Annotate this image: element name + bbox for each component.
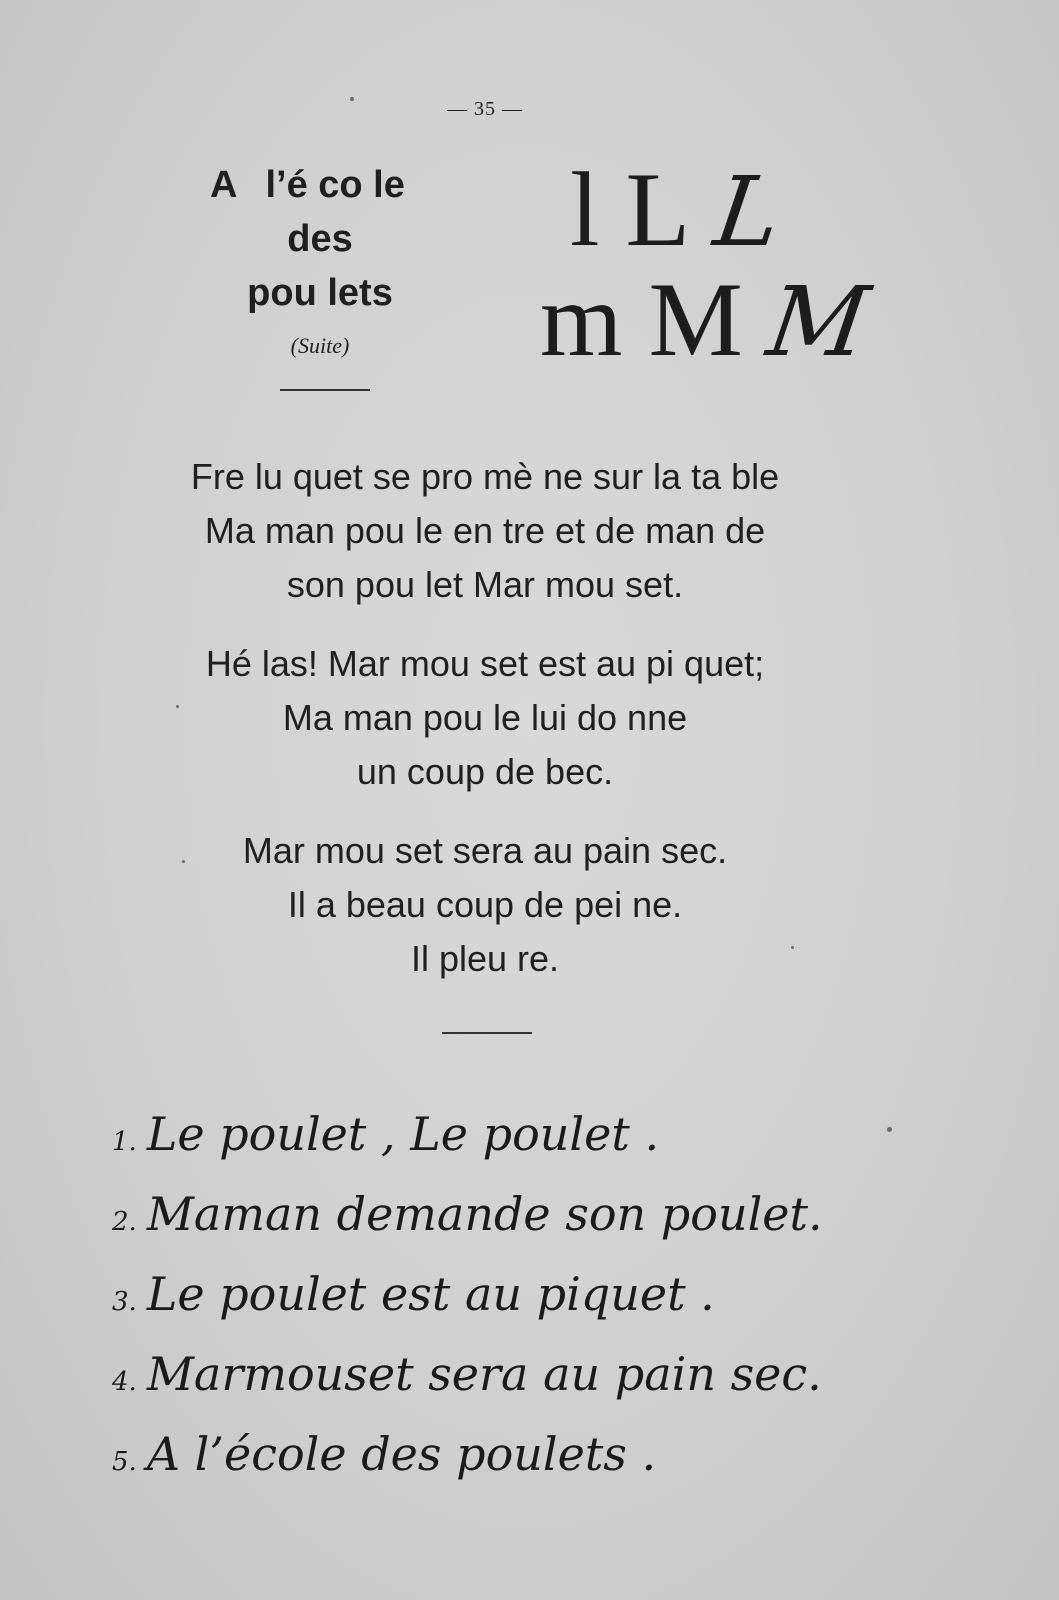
stanza-line: Fre lu quet se pro mè ne sur la ta ble — [190, 456, 780, 497]
title-letter-a: A — [210, 164, 238, 206]
exercise-line — [112, 1338, 972, 1418]
stanza-line: Il pleu re. — [410, 938, 560, 979]
stanza-3 — [0, 824, 970, 986]
exercise-number: 3. — [112, 1287, 137, 1317]
exercise-text: Maman demande son poulet. — [146, 1187, 823, 1241]
stanza-2 — [0, 637, 970, 799]
stanza-line: Il a beau coup de pei ne. — [287, 884, 683, 925]
exercise-text: Le poulet est au piquet . — [146, 1267, 715, 1321]
handwriting-exercises — [112, 1098, 972, 1498]
letter-row-m — [540, 260, 875, 382]
exercise-number: 4. — [112, 1367, 137, 1397]
stanza-line: son pou let Mar mou set. — [286, 564, 684, 605]
stanza-line: Ma man pou le en tre et de man de — [204, 510, 766, 551]
title-line-1 — [200, 158, 440, 212]
print-lower-m: m — [540, 261, 623, 378]
exercise-text: Le poulet , Le poulet . — [146, 1107, 660, 1161]
section-divider — [442, 1032, 532, 1034]
exercise-text: A l’école des poulets . — [146, 1427, 657, 1481]
title-word-ecole: l’é co le — [265, 164, 405, 206]
stanza-line: Mar mou set sera au pain sec. — [242, 830, 728, 871]
cursive-upper-l: L — [708, 156, 788, 268]
exercise-line — [112, 1418, 972, 1498]
exercise-text: Marmouset sera au pain sec. — [146, 1347, 822, 1401]
letter-row-l — [570, 150, 788, 272]
exercise-line — [112, 1178, 972, 1258]
lesson-title — [200, 158, 440, 366]
stanza-line: un coup de bec. — [356, 751, 614, 792]
exercise-number: 5. — [112, 1447, 137, 1477]
title-line-3: pou lets — [247, 272, 393, 314]
page-number: — 35 — — [447, 98, 523, 120]
title-subtitle: (Suite) — [290, 333, 350, 358]
stanza-1 — [0, 450, 970, 612]
print-upper-l: L — [625, 151, 691, 268]
exercise-line — [112, 1098, 972, 1178]
title-line-2: des — [287, 218, 353, 260]
exercise-number: 1. — [112, 1127, 137, 1157]
stanza-line: Ma man pou le lui do nne — [282, 697, 688, 738]
exercise-line — [112, 1258, 972, 1338]
title-divider — [280, 389, 370, 391]
print-lower-l: l — [570, 151, 600, 268]
print-upper-m: M — [648, 261, 743, 378]
stanza-line: Hé las! Mar mou set est au pi quet; — [205, 643, 765, 684]
cursive-upper-m: M — [760, 266, 875, 378]
exercise-number: 2. — [112, 1207, 137, 1237]
